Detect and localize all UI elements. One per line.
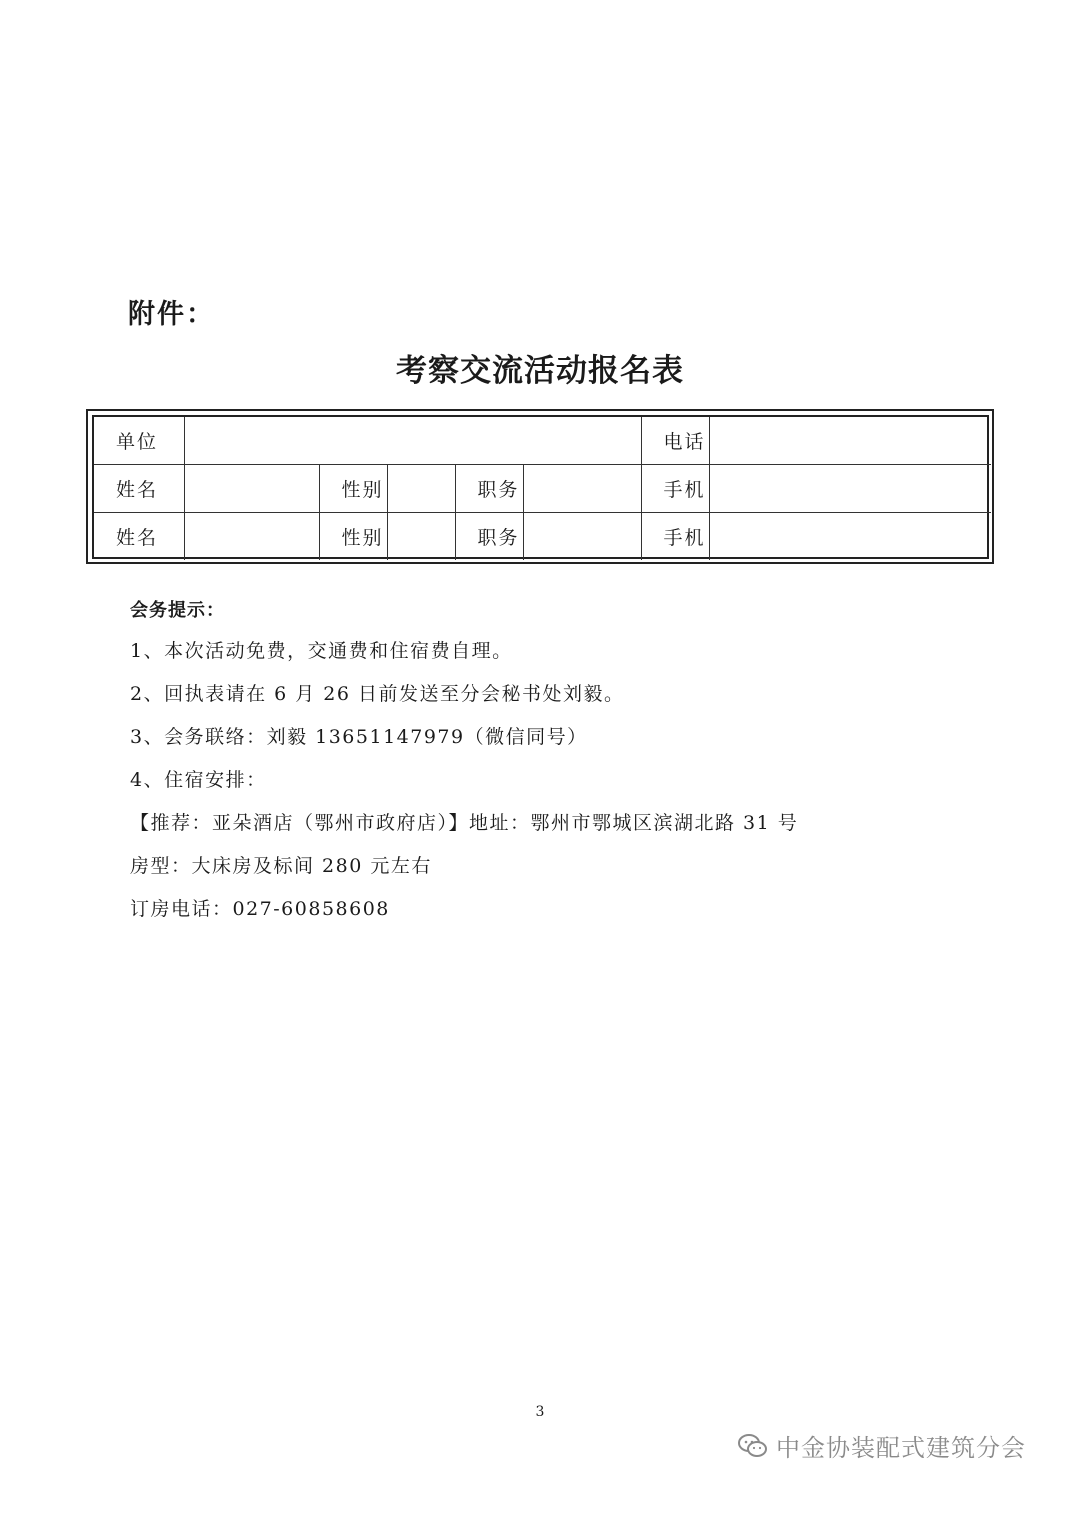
wechat-icon (738, 1433, 768, 1459)
position-label: 职务 (455, 465, 523, 513)
unit-field[interactable] (184, 417, 641, 465)
mobile-label: 手机 (641, 513, 709, 561)
gender-field[interactable] (387, 513, 455, 561)
gender-label: 性别 (319, 513, 387, 561)
position-field[interactable] (523, 513, 641, 561)
position-label: 职务 (455, 513, 523, 561)
gender-field[interactable] (387, 465, 455, 513)
form-title: 考察交流活动报名表 (396, 353, 684, 389)
page-number: 3 (535, 1404, 545, 1420)
unit-label: 单位 (94, 417, 184, 465)
mobile-label: 手机 (641, 465, 709, 513)
watermark-text: 中金协装配式建筑分会 (776, 1434, 1026, 1462)
note-line: 【推荐：亚朵酒店（鄂州市政府店）】地址：鄂州市鄂城区滨湖北路 31 号 (130, 812, 799, 834)
name-label: 姓名 (94, 465, 184, 513)
mobile-field[interactable] (709, 513, 991, 561)
meeting-notes (130, 596, 798, 937)
name-label: 姓名 (94, 513, 184, 561)
table-row (94, 465, 991, 513)
note-line: 1、本次活动免费，交通费和住宿费自理。 (130, 640, 513, 662)
name-field[interactable] (184, 465, 319, 513)
gender-label: 性别 (319, 465, 387, 513)
table-row (94, 513, 991, 561)
note-line: 订房电话：027-60858608 (130, 898, 390, 920)
note-line: 2、回执表请在 6 月 26 日前发送至分会秘书处刘毅。 (130, 683, 625, 705)
table-row (94, 417, 991, 465)
watermark (738, 1428, 1026, 1463)
mobile-field[interactable] (709, 465, 991, 513)
notes-heading: 会务提示： (130, 600, 225, 621)
note-line: 4、住宿安排： (130, 769, 267, 791)
registration-form (92, 415, 989, 559)
note-line: 3、会务联络：刘毅 13651147979（微信同号） (130, 726, 588, 748)
position-field[interactable] (523, 465, 641, 513)
name-field[interactable] (184, 513, 319, 561)
phone-label: 电话 (641, 417, 709, 465)
phone-field[interactable] (709, 417, 991, 465)
registration-table (94, 417, 991, 560)
attachment-label: 附件： (128, 299, 215, 330)
note-line: 房型：大床房及标间 280 元左右 (130, 855, 432, 877)
